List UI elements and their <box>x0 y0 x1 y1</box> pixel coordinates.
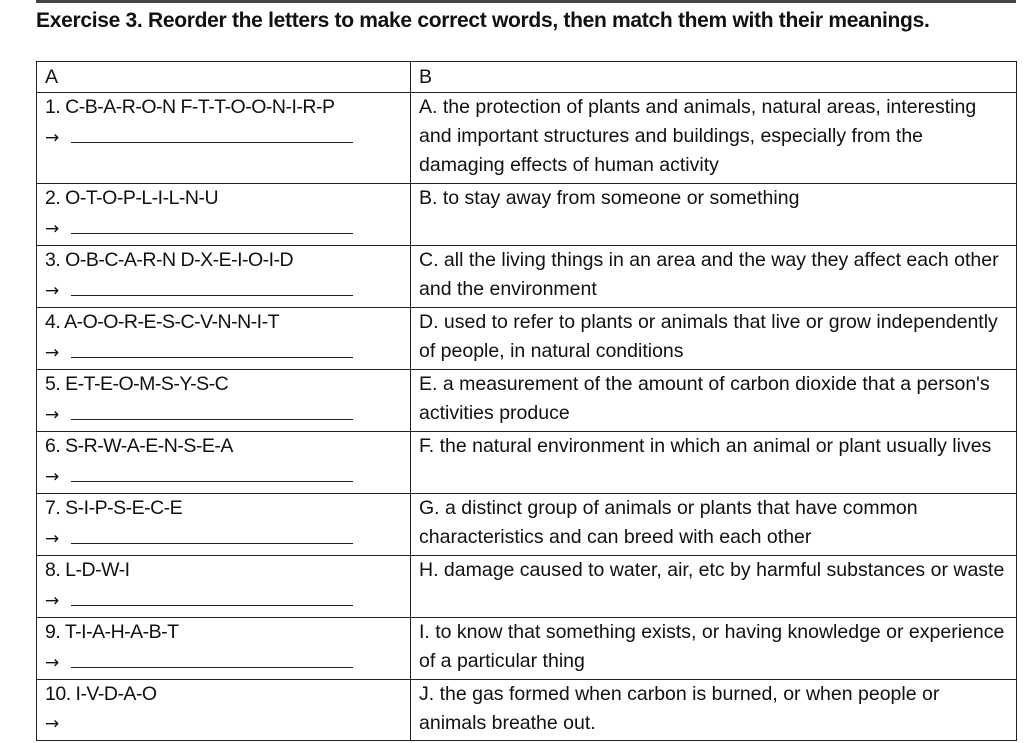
arrow-icon: → <box>45 467 60 487</box>
meaning-text: B. to stay away from someone or something <box>419 187 800 209</box>
cell-a <box>37 432 411 494</box>
cell-b <box>411 432 1017 494</box>
answer-line <box>45 399 404 430</box>
cell-a <box>37 93 411 184</box>
scrambled-word: 6. S-R-W-A-E-N-S-E-A <box>45 435 233 457</box>
cell-a <box>37 680 411 741</box>
answer-blank[interactable] <box>71 213 353 234</box>
scrambled-word: 10. I-V-D-A-O <box>45 683 157 705</box>
exercise-table <box>36 61 1017 741</box>
scrambled-word: 8. L-D-W-I <box>45 559 130 581</box>
answer-line <box>45 275 404 306</box>
answer-line <box>45 122 404 153</box>
answer-blank[interactable] <box>71 337 353 358</box>
cell-a <box>37 308 411 370</box>
table-row <box>37 494 1017 556</box>
arrow-icon: → <box>45 529 60 549</box>
cell-b <box>411 370 1017 432</box>
table-row <box>37 370 1017 432</box>
answer-blank[interactable] <box>71 399 353 420</box>
answer-blank[interactable] <box>71 275 353 296</box>
exercise-title: Exercise 3. Reorder the letters to make correct words, then match them with their meanings. <box>36 9 930 32</box>
cell-b <box>411 93 1017 184</box>
cell-b <box>411 184 1017 246</box>
scrambled-word: 7. S-I-P-S-E-C-E <box>45 497 183 519</box>
header-row <box>37 62 1017 93</box>
answer-blank[interactable] <box>71 523 353 544</box>
cell-b <box>411 308 1017 370</box>
cell-a <box>37 370 411 432</box>
answer-line <box>45 585 404 616</box>
scrambled-word: 9. T-I-A-H-A-B-T <box>45 621 179 643</box>
cell-a <box>37 184 411 246</box>
cell-b <box>411 246 1017 308</box>
table-row <box>37 618 1017 680</box>
meaning-text: G. a distinct group of animals or plants that have common characteristics and can breed with each other <box>419 497 918 548</box>
table-row <box>37 246 1017 308</box>
table-row <box>37 93 1017 184</box>
cell-b <box>411 680 1017 741</box>
scrambled-word: 1. C-B-A-R-O-N F-T-T-O-O-N-I-R-P <box>45 96 335 118</box>
scrambled-word: 5. E-T-E-O-M-S-Y-S-C <box>45 373 229 395</box>
arrow-icon: → <box>45 343 60 363</box>
answer-line <box>45 647 404 678</box>
meaning-text: I. to know that something exists, or having knowledge or experience of a particular thing <box>419 621 1005 672</box>
meaning-text: H. damage caused to water, air, etc by harmful substances or waste <box>419 559 1005 581</box>
scrambled-word: 4. A-O-O-R-E-S-C-V-N-N-I-T <box>45 311 279 333</box>
meaning-text: C. all the living things in an area and the way they affect each other and the environment <box>419 249 999 300</box>
meaning-text: D. used to refer to plants or animals that live or grow independently of people, in natural conditions <box>419 311 998 362</box>
cell-a <box>37 494 411 556</box>
answer-line <box>45 709 404 739</box>
table-row <box>37 308 1017 370</box>
scrambled-word: 3. O-B-C-A-R-N D-X-E-I-O-I-D <box>45 249 294 271</box>
arrow-icon: → <box>45 219 60 239</box>
meaning-text: F. the natural environment in which an animal or plant usually lives <box>419 435 992 457</box>
arrow-icon: → <box>45 128 60 148</box>
answer-line <box>45 337 404 368</box>
arrow-icon: → <box>45 653 60 673</box>
answer-blank[interactable] <box>71 461 353 482</box>
answer-line <box>45 523 404 554</box>
answer-blank[interactable] <box>71 647 353 668</box>
scrambled-word: 2. O-T-O-P-L-I-L-N-U <box>45 187 219 209</box>
table-row <box>37 556 1017 618</box>
cell-a <box>37 618 411 680</box>
column-header-b: B <box>411 62 1017 93</box>
answer-blank[interactable] <box>71 585 353 606</box>
top-rule <box>36 0 1016 3</box>
answer-line <box>45 213 404 244</box>
cell-b <box>411 556 1017 618</box>
arrow-icon: → <box>45 714 60 734</box>
cell-a <box>37 556 411 618</box>
column-header-a: A <box>37 62 411 93</box>
table-row <box>37 680 1017 741</box>
cell-b <box>411 494 1017 556</box>
table-row <box>37 432 1017 494</box>
cell-a <box>37 246 411 308</box>
cell-b <box>411 618 1017 680</box>
arrow-icon: → <box>45 591 60 611</box>
arrow-icon: → <box>45 281 60 301</box>
meaning-text: J. the gas formed when carbon is burned, or when people or animals breathe out. <box>419 683 940 734</box>
answer-blank[interactable] <box>71 122 353 143</box>
meaning-text: E. a measurement of the amount of carbon dioxide that a person's activities produce <box>419 373 990 424</box>
arrow-icon: → <box>45 405 60 425</box>
answer-line <box>45 461 404 492</box>
meaning-text: A. the protection of plants and animals, natural areas, interesting and important structures and buildings, especially from the damaging effects of human activity <box>419 96 977 176</box>
table-row <box>37 184 1017 246</box>
